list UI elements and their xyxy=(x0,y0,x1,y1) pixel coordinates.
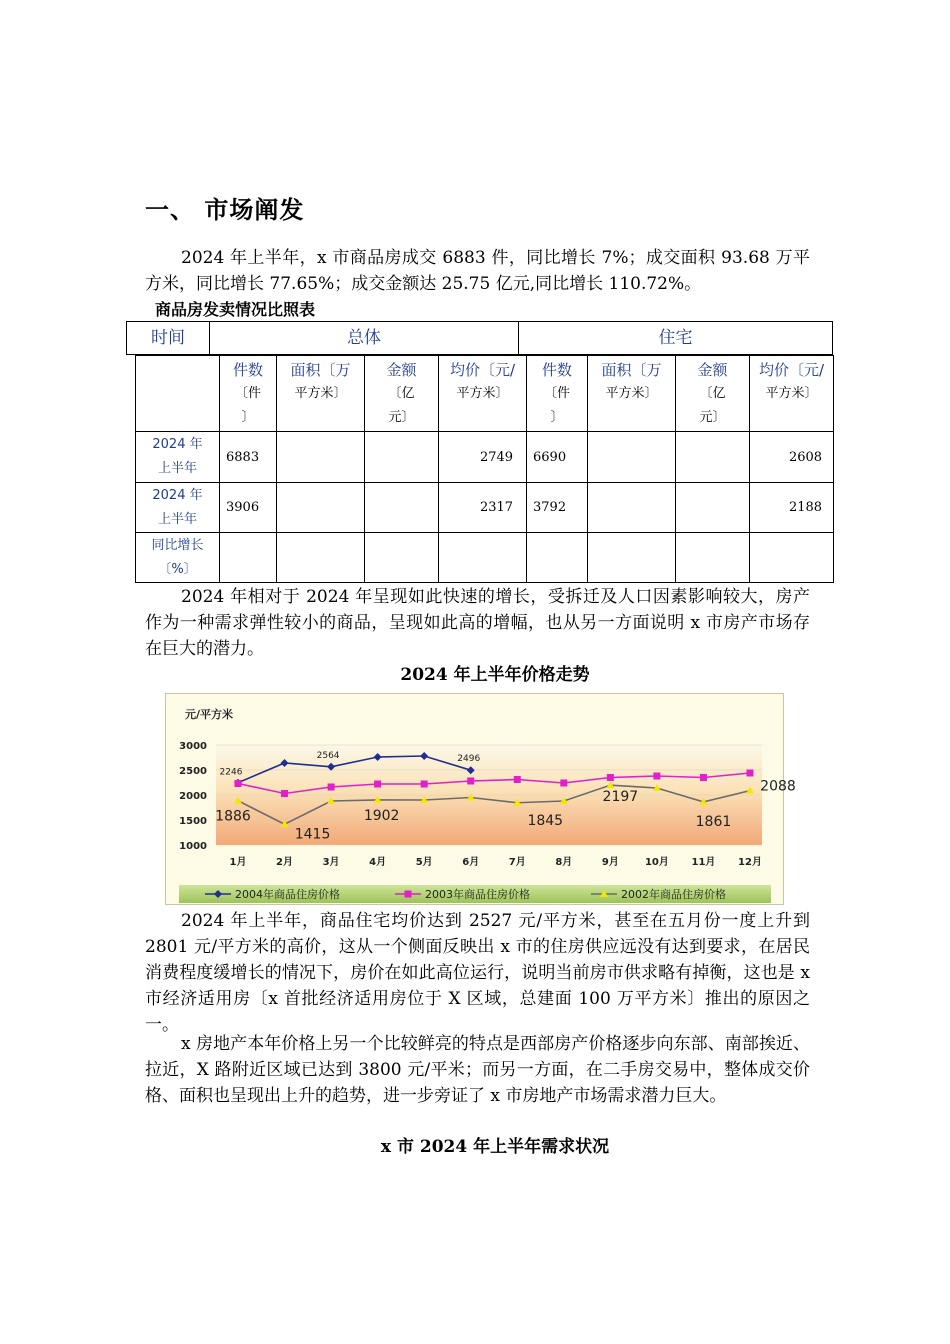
data-label: 1886 xyxy=(215,808,251,825)
table-row xyxy=(136,432,834,483)
x-tick-label: 6月 xyxy=(462,857,480,868)
row-label: 2024 年 上半年 xyxy=(136,483,220,533)
data-point xyxy=(700,774,707,781)
data-label: 1415 xyxy=(294,826,331,843)
table-cell: 3906 xyxy=(220,483,277,533)
y-tick-label: 1000 xyxy=(179,841,207,852)
x-tick-label: 8月 xyxy=(555,857,573,868)
y-axis-label: 元/平方米 xyxy=(185,708,234,721)
legend-label: 2003年商品住房价格 xyxy=(425,888,530,901)
table-cell: 6690 xyxy=(527,432,588,483)
x-tick-label: 7月 xyxy=(508,857,526,868)
data-point xyxy=(281,790,288,797)
data-point xyxy=(747,770,754,777)
table-cell xyxy=(365,432,439,483)
table-cell xyxy=(676,483,750,533)
legend-label: 2004年商品住房价格 xyxy=(235,888,340,901)
x-tick-label: 10月 xyxy=(644,857,669,868)
data-label: 2564 xyxy=(316,750,340,761)
data-label: 2246 xyxy=(219,767,243,778)
paragraph-4: x 房地产本年价格上另一个比较鲜亮的特点是西部房产价格逐步向东部、南部挨近、拉近，X 路附近区域已达到 3800 元/平米；而另一方面，在二手房交易中，整体成交价格、面积也呈现出上升的趋势，进一步旁证了 x 市房地产市场需求潜力巨大。 xyxy=(145,1034,810,1106)
sales-table xyxy=(135,355,833,583)
paragraph-1: 2024 年上半年，x 市商品房成交 6883 件，同比增长 7%；成交面积 93.68 万平方米，同比增长 77.65%；成交金额达 25.75 亿元,同比增长 110.72%。 xyxy=(145,248,810,294)
table-cell: 2608 xyxy=(750,432,834,483)
x-tick-label: 1月 xyxy=(229,857,247,868)
table-cell xyxy=(750,533,834,583)
x-tick-label: 4月 xyxy=(369,857,387,868)
table-row xyxy=(136,533,834,583)
table-cell xyxy=(439,533,527,583)
data-point xyxy=(607,774,614,781)
data-point xyxy=(374,781,381,788)
table-cell xyxy=(365,483,439,533)
row-label: 2024 年 上半年 xyxy=(136,432,220,483)
data-point xyxy=(467,778,474,785)
table-cell xyxy=(676,432,750,483)
table-caption: 商品房发卖情况比照表 xyxy=(155,300,316,319)
col-header: 面积〔万 平方米〕 xyxy=(588,356,676,432)
x-tick-label: 5月 xyxy=(415,857,433,868)
x-tick-label: 9月 xyxy=(601,857,619,868)
data-point xyxy=(560,780,567,787)
table-row xyxy=(136,483,834,533)
col-header: 金额 〔亿 元〕 xyxy=(365,356,439,432)
header-time: 时间 xyxy=(127,322,210,354)
col-header: 金额 〔亿 元〕 xyxy=(676,356,750,432)
data-point xyxy=(405,891,412,898)
table-cell: 3792 xyxy=(527,483,588,533)
section-heading: 一、 市场阐发 xyxy=(145,196,305,224)
table-cell xyxy=(277,432,365,483)
col-header: 件数 〔件 〕 xyxy=(220,356,277,432)
y-tick-label: 3000 xyxy=(179,741,207,752)
data-point xyxy=(328,784,335,791)
y-tick-label: 2500 xyxy=(179,766,207,777)
table-header-row xyxy=(136,356,834,432)
x-tick-label: 2月 xyxy=(276,857,294,868)
x-tick-label: 3月 xyxy=(322,857,340,868)
data-label: 2088 xyxy=(760,778,796,795)
table-cell xyxy=(277,533,365,583)
chart-title: 2024 年上半年价格走势 xyxy=(400,665,590,685)
data-label: 2197 xyxy=(602,789,639,806)
y-tick-label: 1500 xyxy=(179,816,207,827)
col-header: 件数 〔件 〕 xyxy=(527,356,588,432)
table-cell xyxy=(527,533,588,583)
data-point xyxy=(653,773,660,780)
table-cell xyxy=(588,432,676,483)
data-label: 1902 xyxy=(363,807,400,824)
table-cell: 2749 xyxy=(439,432,527,483)
col-header: 均价〔元/ 平方米〕 xyxy=(439,356,527,432)
table-cell xyxy=(676,533,750,583)
table-cell: 6883 xyxy=(220,432,277,483)
data-label: 2496 xyxy=(457,754,481,765)
legend-label: 2002年商品住房价格 xyxy=(621,888,726,901)
data-point xyxy=(421,781,428,788)
y-tick-label: 2000 xyxy=(179,791,207,802)
data-point xyxy=(514,776,521,783)
table-cell xyxy=(277,483,365,533)
x-tick-label: 12月 xyxy=(738,857,762,868)
col-header: 面积〔万 平方米〕 xyxy=(277,356,365,432)
table-cell xyxy=(220,533,277,583)
col-header: 均价〔元/ 平方米〕 xyxy=(750,356,834,432)
table-cell xyxy=(365,533,439,583)
row-label: 同比增长 〔%〕 xyxy=(136,533,220,583)
data-label: 1845 xyxy=(527,812,564,829)
header-overall: 总体 xyxy=(210,322,519,354)
x-tick-label: 11月 xyxy=(691,857,716,868)
data-label: 1861 xyxy=(695,813,732,830)
table-group-header xyxy=(126,321,833,355)
table-cell: 2317 xyxy=(439,483,527,533)
section-subtitle: x 市 2024 年上半年需求状况 xyxy=(380,1137,610,1157)
paragraph-3: 2024 年上半年，商品住宅均价达到 2527 元/平方米，甚至在五月份一度上升到 2801 元/平方米的高价，这从一个侧面反映出 x 市的住房供应远没有达到要求，在居民消费程度缓增长的情况下，房价在如此高位运行，说明当前房市供求略有掉衡，这也是 x 市经济适用房〔x 首批经济适用房位于 X 区域，总建面 100 万平方米〕推出的原因之一。 xyxy=(145,911,810,1035)
price-trend-chart xyxy=(165,693,796,905)
table-cell xyxy=(588,533,676,583)
header-residential: 住宅 xyxy=(658,328,693,348)
table-cell xyxy=(588,483,676,533)
table-cell: 2188 xyxy=(750,483,834,533)
data-point xyxy=(235,780,242,787)
corner-cell xyxy=(136,356,220,432)
paragraph-2: 2024 年相对于 2024 年呈现如此快速的增长，受拆迁及人口因素影响较大，房产作为一种需求弹性较小的商品，呈现如此高的增幅，也从另一方面说明 x 市房产市场存在巨大的潜力。 xyxy=(145,587,810,659)
